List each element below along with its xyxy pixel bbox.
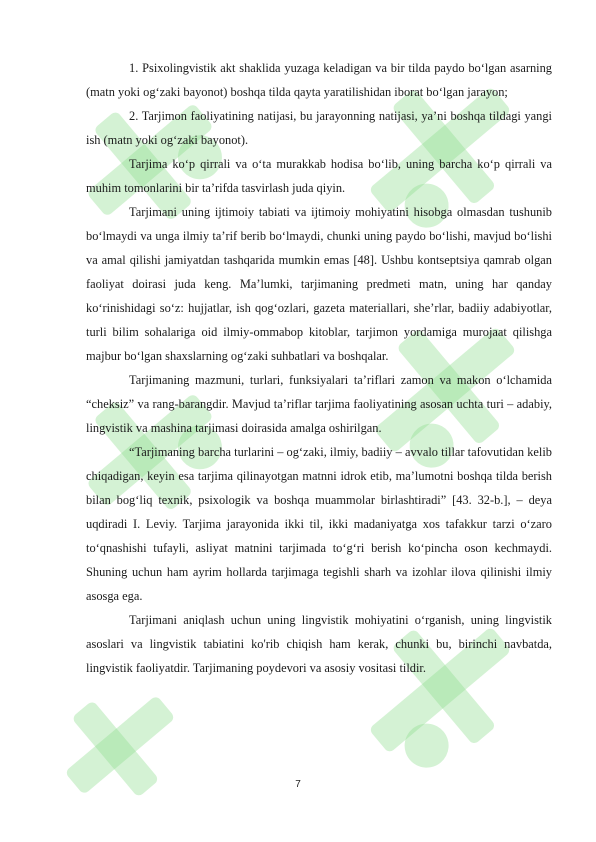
paragraph-6: “Tarjimaning barcha turlarini – og‘zaki, ilmiy, badiiy – avvalo tillar tafovutidan kelib chiqadigan, keyin esa tarjima qilinayotgan matnni idrok etib, ma’lumotni boshqa tilda berish bilan bog‘liq texnik, psixologik va boshqa muammolar birlashtiradi” [43. 32-b.], – deya uqdiradi I. Leviy. Tarjima jarayonida ikki til, ikki madaniyatga xos tafakkur tarzi o‘zaro to‘qnashishi tufayli, asliyat matnini tarjimada to‘g‘ri berish ko‘pincha oson kechmaydi. Shuning uchun ham ayrim hollarda tarjimaga tegishli sharh va izohlar ilova qilinishi ilmiy asosga ega. — [86, 445, 552, 603]
watermark-mark-left-bottom — [41, 667, 200, 824]
paragraph-1: 1. Psixolingvistik akt shaklida yuzaga keladigan va bir tilda paydo bo‘lgan asarning (matn yoki og‘zaki bayonot) boshqa tilda qayta yaratilishidan iborat bo‘lgan jarayon; — [86, 61, 552, 99]
paragraph-4: Tarjimani uning ijtimoiy tabiati va ijtimoiy mohiyatini hisobga olmasdan tushunib bo‘lmaydi va unga ilmiy ta’rif berib bo‘lmaydi, chunki uning paydo bo‘lishi, mavjud bo‘lishi va amal qilishi jamiyatdan tashqarida mumkin emas [48]. Ushbu kontseptsiya qamrab olgan faoliyat doirasi juda keng. Ma’lumki, tarjimaning predmeti matn, uning har qanday ko‘rinishidagi so‘z: hujjatlar, ish qog‘ozlari, gazeta materiallari, she’rlar, badiiy adabiyotlar, turli bilim sohalariga oid ilmiy-ommabop kitoblar, tarjimon yordamiga murojaat qilishga majbur bo‘lgan shaxslarning og‘zaki suhbatlari va boshqalar. — [86, 205, 552, 363]
paragraph-2: 2. Tarjimon faoliyatining natijasi, bu jarayonning natijasi, ya’ni boshqa tildagi yangi ish (matn yoki og‘zaki bayonot). — [86, 109, 552, 147]
page-number: 7 — [295, 779, 301, 790]
paragraph-7: Tarjimani aniqlash uchun uning lingvistik mohiyatini o‘rganish, uning lingvistik asoslari va lingvistik tabiatini ko'rib chiqish ham kerak, chunki bu, birinchi navbatda, lingvistik faoliyatdir. Tarjimaning poydevori va asosiy vositasi tildir. — [86, 613, 552, 675]
paragraph-5: Tarjimaning mazmuni, turlari, funksiyalari ta’riflari zamon va makon o‘lchamida “cheksiz” va rang-barangdir. Mavjud ta’riflar tarjima faoliyatining asosan uchta turi – adabiy, lingvistik va mashina tarjimasi doirasida amalga oshirilgan. — [86, 373, 552, 435]
paragraph-3: Tarjima ko‘p qirrali va o‘ta murakkab hodisa bo‘lib, uning barcha ko‘p qirrali va muhim tomonlarini bir ta’rifda tasvirlash juda qiyin. — [86, 157, 552, 195]
document-body — [86, 56, 552, 680]
